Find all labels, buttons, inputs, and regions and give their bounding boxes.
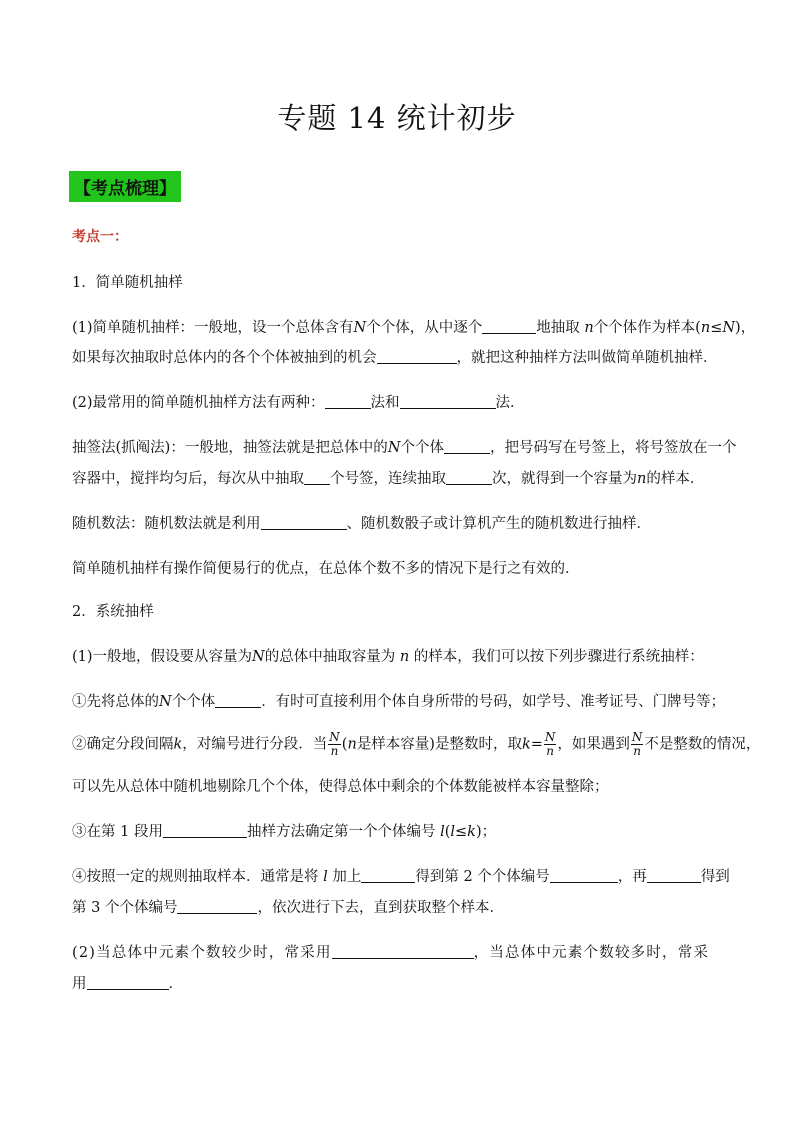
paragraph-1-line-2: 如果每次抽取时总体内的各个个体被抽到的机会 ，就把这种抽样方法叫做简单随机抽样． [72, 350, 718, 366]
paragraph-1-line-1: (1)简单随机抽样：一般地，设一个总体含有N个个体，从中逐个 地抽取 n个个体作为样本(n≤N)， [72, 320, 756, 336]
step-4-line-2: 第 3 个个体编号 ，依次进行下去，直到获取整个样本． [72, 900, 504, 916]
blank [400, 394, 496, 410]
blank [261, 515, 347, 531]
blank [332, 944, 474, 960]
paragraph-summary: 简单随机抽样有操作简便易行的优点，在总体个数不多的情况下是行之有效的． [72, 561, 580, 577]
paragraph-lottery-line-2: 容器中，搅拌均匀后，每次从中抽取 个号签，连续抽取 次，就得到一个容量为n的样本． [72, 471, 705, 487]
blank [446, 470, 492, 486]
step-3: ③在第 1 段用 抽样方法确定第一个个体编号 l(l≤k)； [72, 824, 497, 840]
fraction-N-over-n: $\frac{N}{n}$ [631, 730, 643, 758]
blank [550, 868, 618, 884]
step-2-line-2: 可以先从总体中随机地剔除几个个体，使得总体中剩余的个体数能被样本容量整除； [72, 779, 609, 795]
fraction-N-over-n: $\frac{N}{n}$ [329, 730, 340, 758]
section-2-heading: 2．系统抽样 [72, 604, 154, 620]
blank [304, 470, 330, 486]
blank [215, 693, 261, 709]
blank [377, 349, 457, 365]
section-tag: 【考点梳理】 [69, 171, 181, 202]
kaodian-heading: 考点一： [72, 229, 128, 245]
fraction-N-over-n: $\frac{N}{n}$ [544, 730, 556, 758]
blank [325, 394, 371, 410]
blank [482, 319, 536, 335]
step-4-line-1: ④按照一定的规则抽取样本．通常是将 l 加上 得到第 2 个个体编号 ，再 得到 [72, 869, 730, 885]
blank [163, 823, 247, 839]
step-1: ①先将总体的N个个体 ．有时可直接利用个体自身所带的号码，如学号、准考证号、门牌号等； [72, 694, 726, 710]
paragraph-random-number: 随机数法：随机数法就是利用 、随机数骰子或计算机产生的随机数进行抽样． [72, 516, 651, 532]
paragraph-systematic-2-line-1: (2)当总体中元素个数较少时，常采用 ，当总体中元素个数较多时，常采 [72, 945, 710, 961]
blank [361, 868, 415, 884]
page-title: 专题 14 统计初步 [277, 101, 517, 135]
blank [444, 439, 490, 455]
blank [177, 899, 257, 915]
blank [87, 975, 169, 991]
step-2-line-1: ②确定分段间隔k，对编号进行分段．当 $\frac{N}{n}$ (n是样本容量)是整数时，取k= $\frac{N}{n}$ ，如果遇到 $\frac{N}{n}$ 不是整数的情况， [72, 730, 761, 758]
section-1-heading: 1．简单随机抽样 [72, 275, 183, 291]
paragraph-systematic-2-line-2: 用 ． [72, 976, 183, 992]
paragraph-lottery-line-1: 抽签法(抓阄法)：一般地，抽签法就是把总体中的N个个体 ，把号码写在号签上，将号签放在一个 [72, 440, 737, 456]
blank [647, 868, 701, 884]
paragraph-2: (2)最常用的简单随机抽样方法有两种： 法和 法． [72, 395, 525, 411]
paragraph-systematic-1: (1)一般地，假设要从容量为N的总体中抽取容量为 n 的样本，我们可以按下列步骤进行系统抽样： [72, 649, 704, 665]
